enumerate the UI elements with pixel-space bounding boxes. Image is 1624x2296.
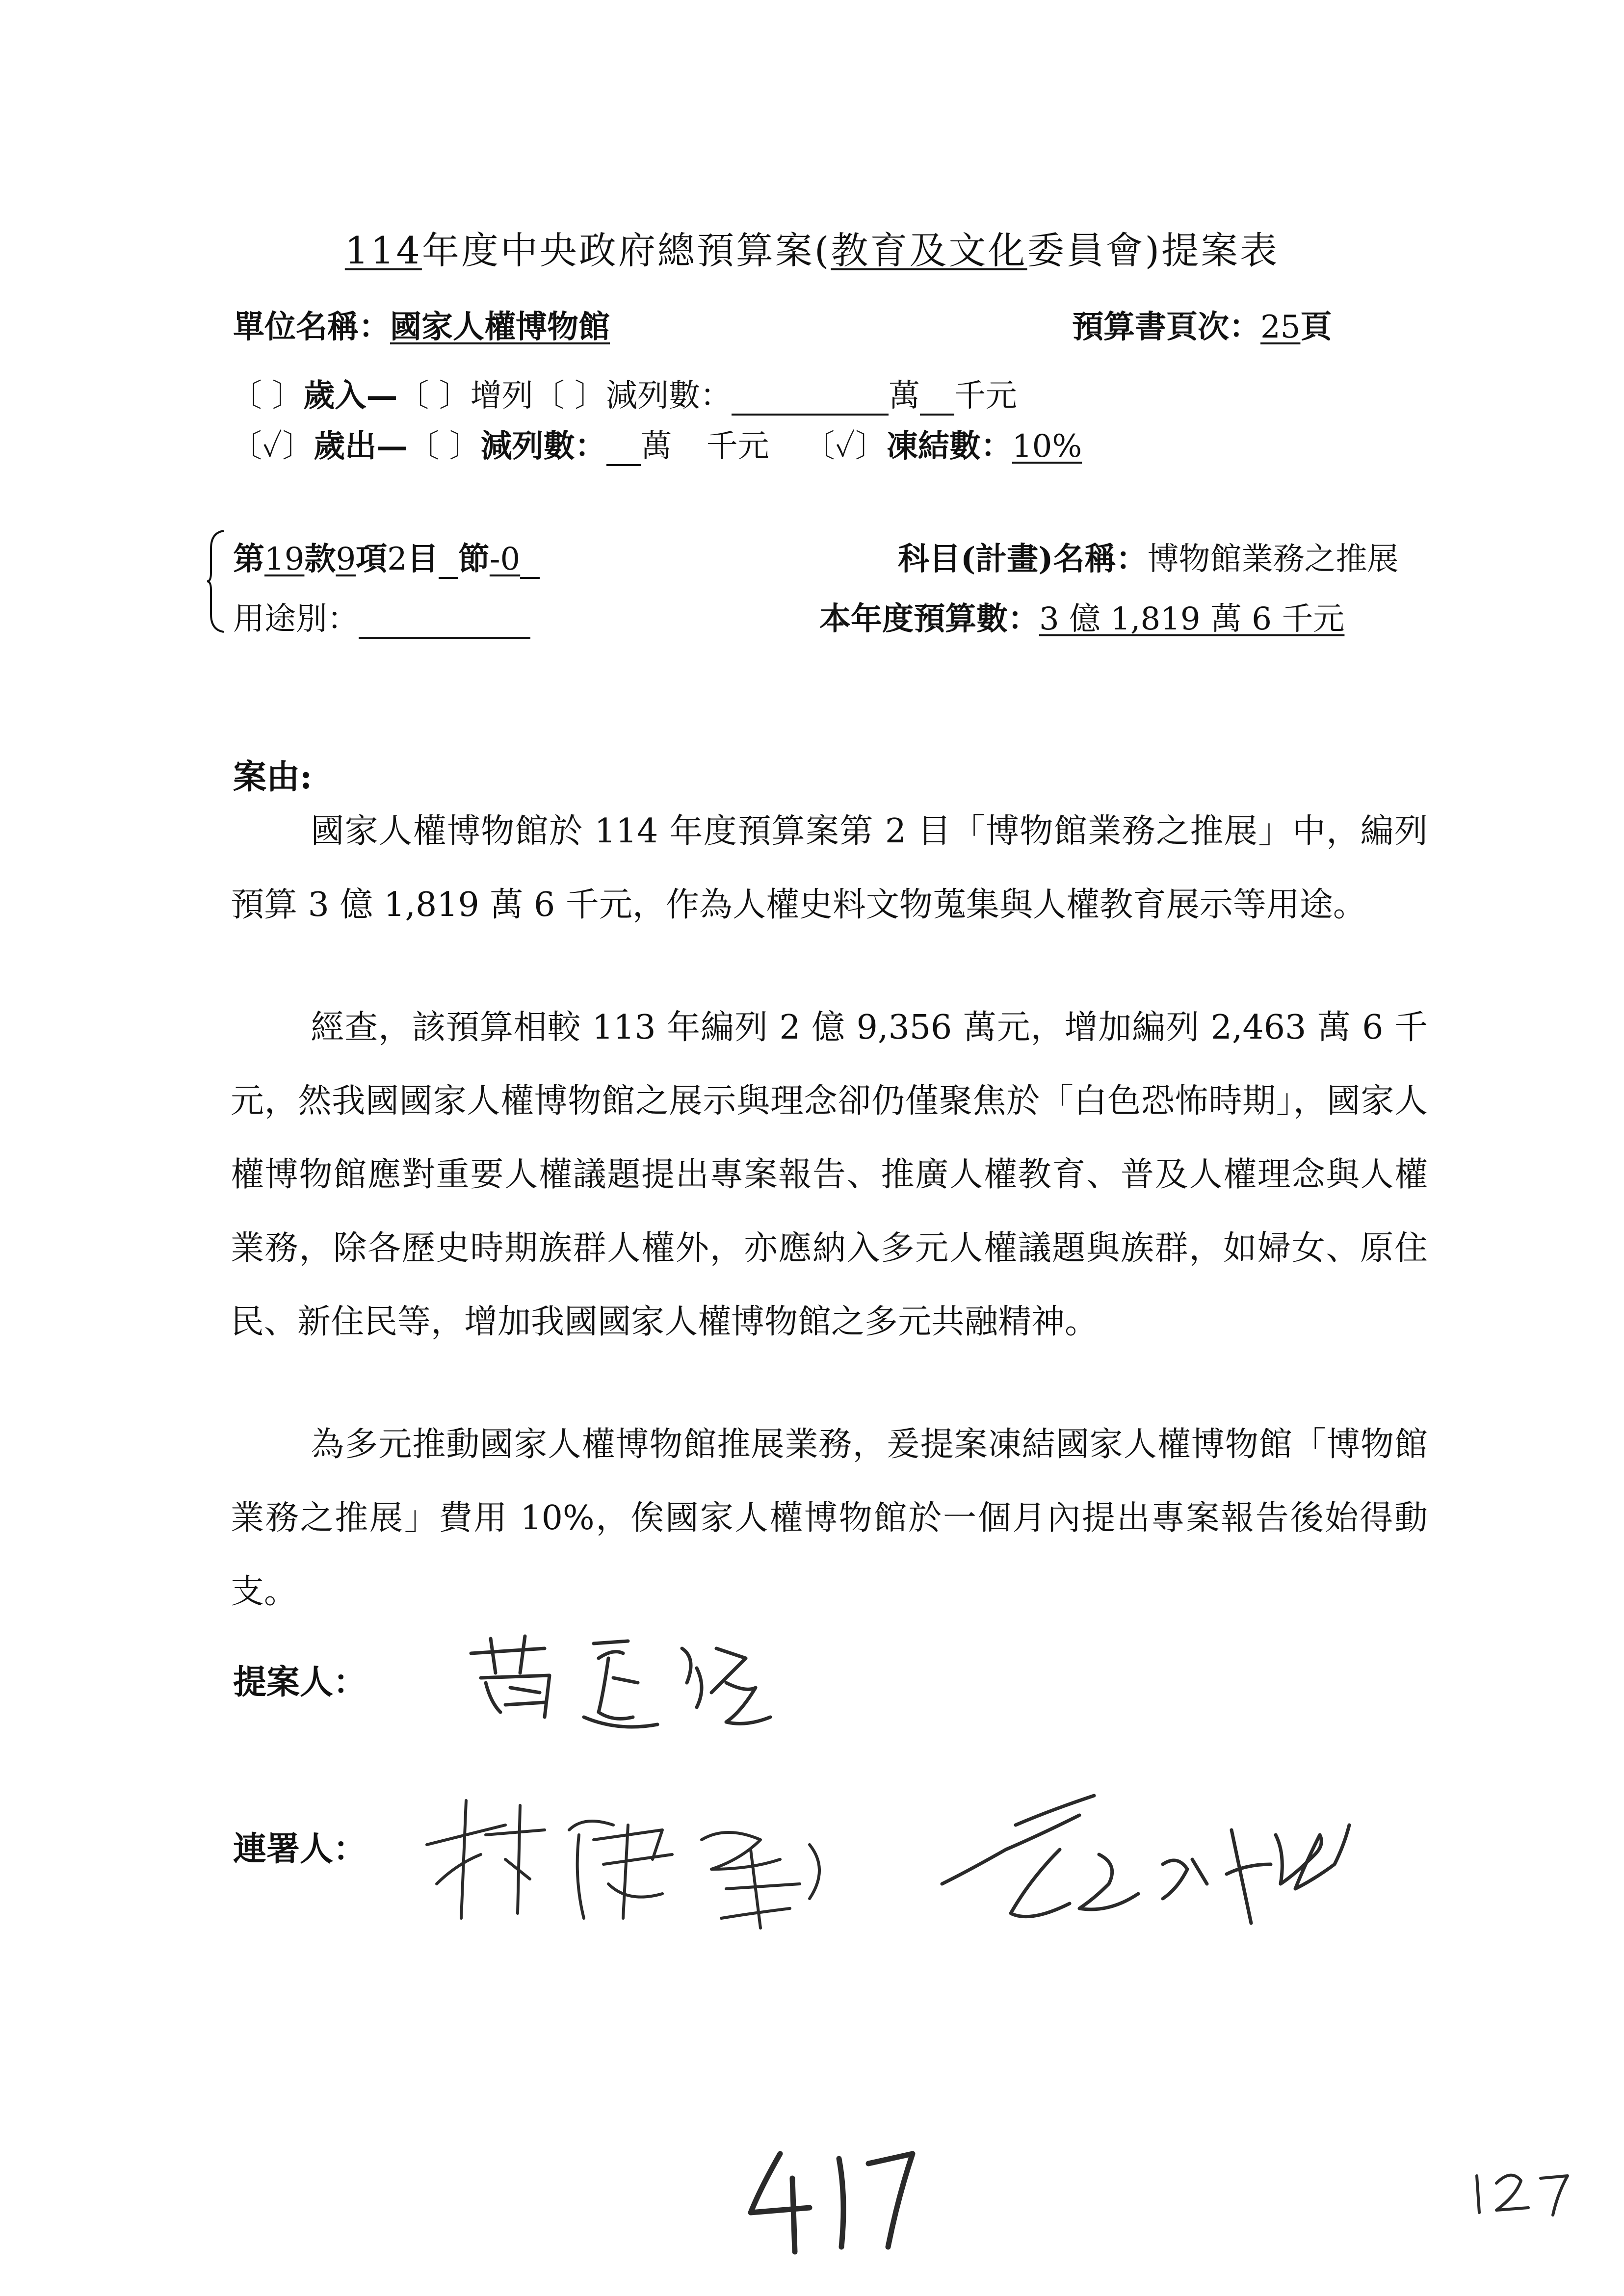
reason-paragraph-3: 為多元推動國家人權博物館推展業務，爰提案凍結國家人權博物館「博物館業務之推展」費用 10%，俟國家人權博物館於一個月內提出專案報告後始得動支。 [231,1425,1428,1611]
budget-label: 本年度預算數： [819,600,1039,637]
revenue-reduce-label: 減列數： [606,378,732,414]
revenue-line [231,370,1017,416]
expense-unit-wan: 萬 [640,428,672,465]
unit-value: 國家人權博物館 [390,309,610,345]
freeze-value: 10% [1012,428,1082,465]
mu-unit: 目 [407,541,439,577]
expense-checkbox: 〔✓〕 [231,428,314,465]
title-part2: 委員會)提案表 [1027,229,1280,272]
usage-row [233,594,530,639]
subject-label: 科目(計畫)名稱： [898,541,1148,577]
unit-name-row [233,302,610,347]
expense-reduce-label: 減列數： [480,428,606,465]
page-title [0,221,1624,274]
proposer-label: 提案人： [233,1663,367,1702]
left-bracket [206,529,226,634]
revenue-add-label: 增列 [470,378,533,414]
cosigner-signature-1 [407,1771,878,1940]
revenue-reduce-checkbox: 〔 〕 [533,378,606,414]
xiang-value: 9 [336,541,356,577]
usage-blank [359,609,530,639]
freeze-label: 凍結數： [886,428,1012,465]
subject-value: 博物館業務之推展 [1147,541,1399,577]
page-reference [1072,302,1332,347]
cosigner-label: 連署人： [233,1829,367,1869]
subject-row [898,534,1399,579]
expense-label: 歲出— [314,428,408,465]
revenue-unit-qian: 千元 [954,378,1018,414]
jie-unit: 節 [458,541,490,577]
revenue-label: 歲入— [303,377,398,414]
freeze-checkbox: 〔✓〕 [803,428,887,465]
xiang-unit: 項 [356,541,388,577]
budget-row [819,594,1344,639]
title-year: 114 [344,229,422,272]
page-ref-value: 25 [1260,309,1301,345]
mu-value: 2 [387,541,407,577]
cosigner-signature-2 [932,1766,1398,1945]
expense-line [231,421,1082,466]
handwritten-corner-number [1467,2166,1575,2222]
expense-reduce-checkbox: 〔 〕 [408,428,481,465]
unit-label: 單位名稱： [233,309,390,345]
title-committee: 教育及文化 [831,229,1027,272]
budget-value: 3 億 1,819 萬 6 千元 [1039,601,1345,637]
revenue-checkbox: 〔 〕 [231,378,304,414]
revenue-unit-wan: 萬 [889,378,920,414]
page-ref-label: 預算書頁次： [1072,309,1260,345]
expense-amount-blank [606,437,641,466]
proposer-signature [451,1619,795,1739]
revenue-add-checkbox: 〔 〕 [397,378,471,414]
reason-heading: 案由: [233,757,313,797]
title-part1: 年度中央政府總預算案( [421,229,831,272]
reason-paragraph-1: 國家人權博物館於 114 年度預算案第 2 目「博物館業務之推展」中，編列預算 3 億 1,819 萬 6 千元，作為人權史料文物蒐集與人權教育展示等用途。 [231,812,1428,924]
page-ref-suffix: 頁 [1300,309,1332,345]
kuan-label: 第 [233,541,264,577]
reason-paragraph-2: 經查，該預算相較 113 年編列 2 億 9,356 萬元，增加編列 2,463 萬 6 千元，然我國國家人權博物館之展示與理念卻仍僅聚焦於「白色恐怖時期」，國家人權博物館應對重要人權議題提出專案報告、推廣人權教育、普及人權理念與人權業務，除各歷史時期族群人權外，亦應納入多元人權議題與族群，如婦女、原住民、新住民等，增加我國國家人權博物館之多元共融精神。 [231,1008,1428,1341]
jie-blank [520,552,540,579]
kuan-value: 19 [264,541,305,577]
revenue-amount-blank [732,386,889,416]
kuan-unit: 款 [304,541,336,577]
jie-value: -0 [489,541,521,577]
mu-blank [439,552,458,579]
usage-label: 用途別： [233,601,359,637]
item-code-row [233,534,540,579]
expense-unit-qian: 千元 [706,428,769,465]
revenue-qian-blank [920,386,954,416]
handwritten-page-number [741,2144,927,2259]
